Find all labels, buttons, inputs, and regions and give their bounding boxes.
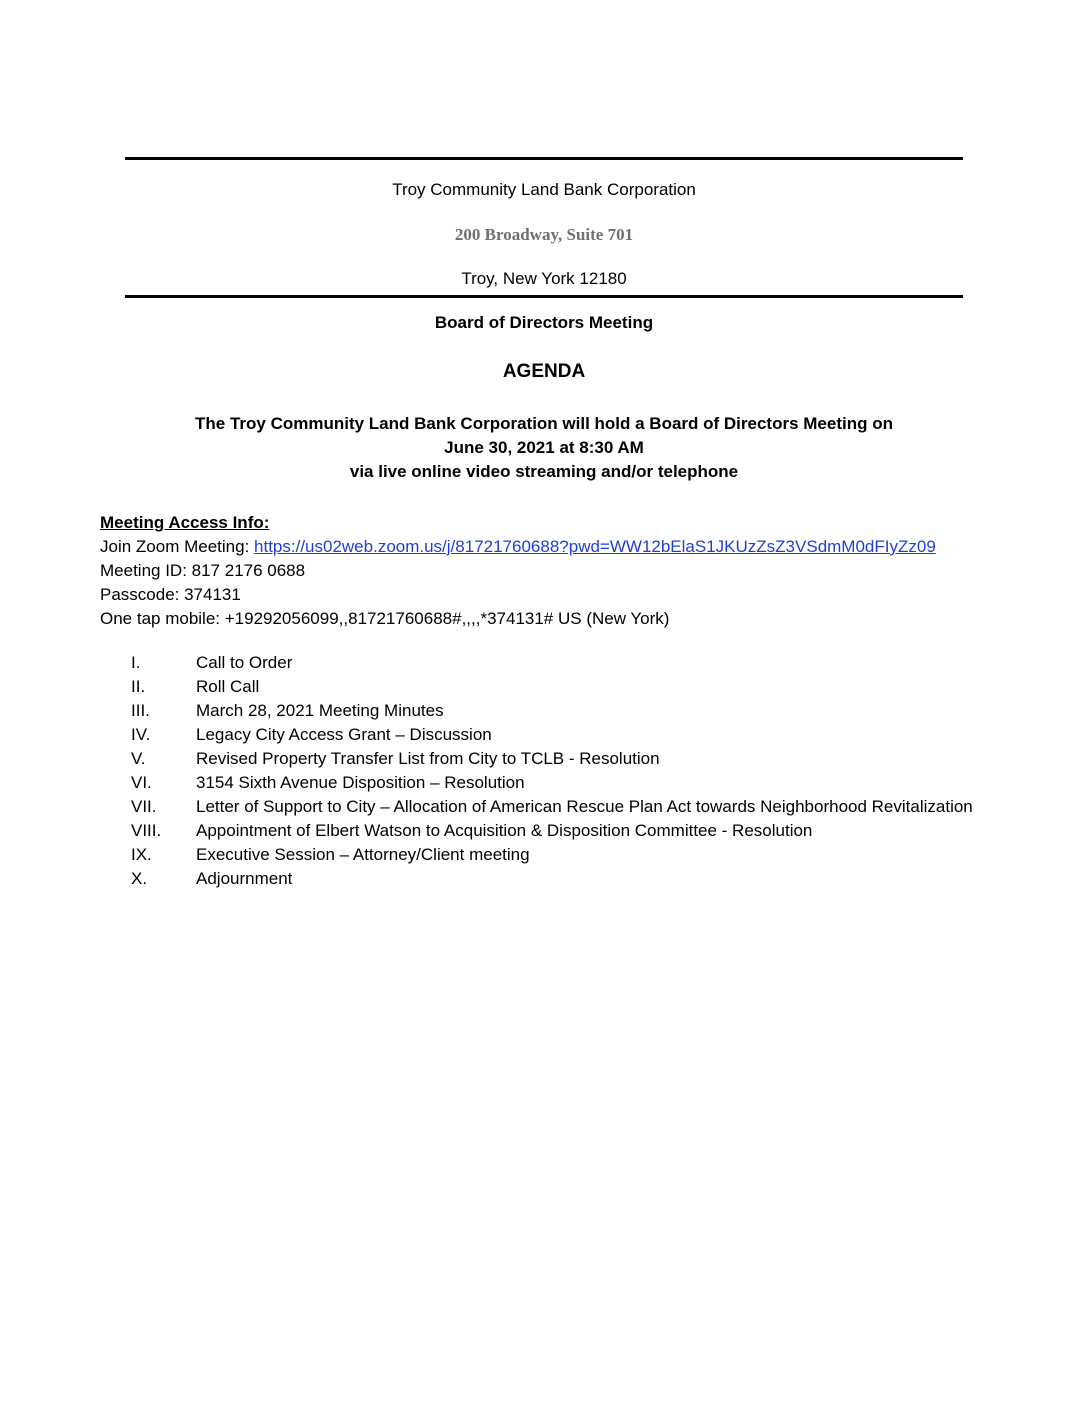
- list-item: [131, 699, 991, 723]
- zoom-meeting-link[interactable]: https://us02web.zoom.us/j/81721760688?pwd=WW12bElaS1JKUzZsZ3VSdmM0dFIyZz09: [254, 537, 936, 556]
- organization-name: Troy Community Land Bank Corporation: [392, 180, 696, 199]
- list-item: [131, 771, 991, 795]
- item-number: IX.: [131, 845, 152, 864]
- list-item: [131, 819, 991, 843]
- agenda-items-list: [131, 651, 991, 891]
- zoom-line: [100, 535, 1050, 559]
- list-item: [131, 747, 991, 771]
- list-item: [131, 867, 991, 891]
- item-number: V.: [131, 749, 146, 768]
- item-number: VII.: [131, 797, 157, 816]
- top-rule: [125, 157, 963, 160]
- item-number: VI.: [131, 773, 152, 792]
- item-label: 3154 Sixth Avenue Disposition – Resolution: [196, 773, 525, 792]
- notice-line-1: The Troy Community Land Bank Corporation will hold a Board of Directors Meeting on: [195, 414, 893, 433]
- item-label: Legacy City Access Grant – Discussion: [196, 725, 492, 744]
- item-label: Letter of Support to City – Allocation of American Rescue Plan Act towards Neighborhood Revitalization: [196, 797, 973, 816]
- item-number: II.: [131, 677, 146, 696]
- notice-line-3: via live online video streaming and/or telephone: [349, 462, 739, 481]
- one-tap-mobile: One tap mobile: +19292056099,,81721760688#,,,,*374131# US (New York): [100, 609, 670, 628]
- header-bottom-rule: [125, 295, 963, 298]
- item-number: I.: [131, 653, 141, 672]
- list-item: [131, 651, 991, 675]
- agenda-heading: AGENDA: [502, 361, 586, 382]
- meeting-title: Board of Directors Meeting: [434, 313, 654, 332]
- list-item: [131, 795, 991, 819]
- item-label: Appointment of Elbert Watson to Acquisition & Disposition Committee - Resolution: [196, 821, 813, 840]
- item-label: Adjournment: [196, 869, 293, 888]
- item-label: March 28, 2021 Meeting Minutes: [196, 701, 444, 720]
- notice-line-2: June 30, 2021 at 8:30 AM: [444, 438, 644, 457]
- item-label: Executive Session – Attorney/Client meeting: [196, 845, 530, 864]
- item-number: IV.: [131, 725, 151, 744]
- list-item: [131, 723, 991, 747]
- item-label: Call to Order: [196, 653, 293, 672]
- meeting-id: Meeting ID: 817 2176 0688: [100, 561, 306, 580]
- zoom-label: Join Zoom Meeting:: [100, 537, 255, 556]
- passcode: Passcode: 374131: [100, 585, 241, 604]
- meeting-notice: [0, 412, 1088, 484]
- access-heading: Meeting Access Info:: [100, 513, 270, 532]
- meeting-access-info: [100, 511, 1050, 631]
- item-label: Revised Property Transfer List from City to TCLB - Resolution: [196, 749, 660, 768]
- item-label: Roll Call: [196, 677, 260, 696]
- address-line: 200 Broadway, Suite 701: [454, 225, 634, 244]
- list-item: [131, 843, 991, 867]
- item-number: III.: [131, 701, 150, 720]
- item-number: X.: [131, 869, 148, 888]
- city-line: Troy, New York 12180: [461, 269, 627, 288]
- item-number: VIII.: [131, 821, 162, 840]
- list-item: [131, 675, 991, 699]
